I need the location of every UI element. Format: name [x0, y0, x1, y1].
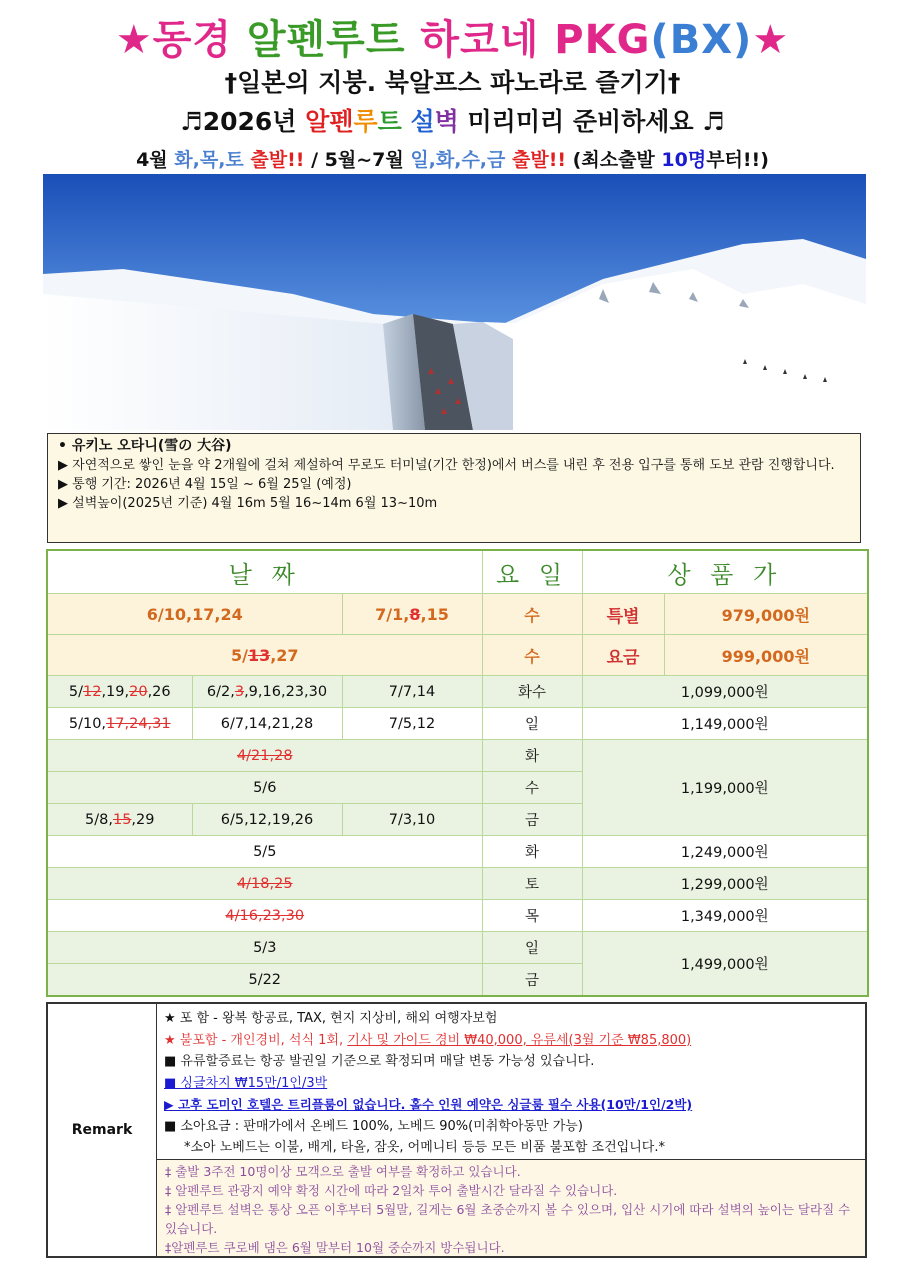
included-line: ★ 포 함 - 왕복 항공료, TAX, 현지 지상비, 해외 여행자보험 — [164, 1011, 498, 1026]
header-date: 날 짜 — [47, 550, 482, 594]
price-table — [46, 549, 869, 997]
single-charge-line: ■ 싱글차지 ₩15만/1인/3박 — [164, 1075, 328, 1091]
table-row: 4/16,23,30 목 1,349,000원 — [47, 900, 868, 932]
banner-line: ♬2026년 알펜루트 설벽 미리미리 준비하세요 ♬ — [180, 107, 725, 136]
info-line: ▶ 자연적으로 쌓인 눈을 약 2개월에 걸쳐 제설하여 무로도 터미널(기간 한정)에서 버스를 내린 후 전용 입구를 통해 도보 관람 진행합니다. — [58, 458, 835, 473]
title-bx: (BX) — [650, 17, 753, 63]
info-line: ▶ 설벽높이(2025년 기준) 4월 16m 5월 16~14m 6월 13~10m — [58, 496, 438, 511]
info-line: ▶ 통행 기간: 2026년 4월 15일 ~ 6월 25일 (예정) — [58, 477, 352, 492]
table-row: 5/22 금 — [47, 964, 868, 997]
table-row: 5/13,27 수 요금 999,000원 — [47, 635, 868, 676]
table-header — [47, 550, 868, 594]
snow-wall-photo — [43, 174, 866, 430]
hotel-line: ▶ 고후 도미인 호텔은 트리플룸이 없습니다. 홀수 인원 예약은 싱글룸 필수 사용(10만/1인/2박) — [164, 1097, 693, 1112]
remark-box — [46, 1002, 867, 1258]
table-row: 5/6 수 — [47, 772, 868, 804]
child-fee-line: ■ 소아요금 : 판매가에서 온베드 100%, 노베드 90%(미취학아동만 가능) — [164, 1118, 583, 1134]
note-line: ‡ 알펜루트 설벽은 통상 오픈 이후부터 5월말, 길게는 6월 초중순까지 볼 수 있으며, 입산 시기에 따라 설벽의 높이는 달라질 수 있습니다. — [165, 1202, 851, 1236]
title-hakone: 하코네 — [420, 17, 540, 63]
subtitle: †일본의 지붕. 북알프스 파노라로 즐기기† — [224, 68, 681, 97]
table-row: 5/10,17,24,31 6/7,14,21,28 7/5,12 일 1,149,000원 — [47, 708, 868, 740]
table-row: 5/12,19,20,26 6/2,3,9,16,23,30 7/7,14 화수 1,099,000원 — [47, 676, 868, 708]
remark-label: Remark — [48, 1004, 157, 1256]
header-price: 상 품 가 — [582, 550, 868, 594]
table-row: 4/18,25 토 1,299,000원 — [47, 868, 868, 900]
title-star-left: ★ — [115, 17, 153, 63]
note-line: ‡ 알펜루트 관광지 예약 확정 시간에 따라 2일차 투어 출발시간 달라질 수 있습니다. — [165, 1183, 618, 1198]
child-note-line: *소아 노베드는 이불, 배게, 타올, 잠옷, 어메니티 등등 모든 비품 불포함 조건입니다.* — [184, 1140, 665, 1155]
title-star-right: ★ — [752, 17, 790, 63]
header-day: 요 일 — [482, 550, 582, 594]
note-line: ‡알펜루트 쿠로베 댐은 6월 말부터 10월 중순까지 방수됩니다. — [165, 1240, 505, 1255]
remark-body — [164, 1008, 861, 1159]
note-line: ‡ 출발 3주전 10명이상 모객으로 출발 여부를 확정하고 있습니다. — [165, 1164, 521, 1179]
title-alpenroute: 알펜루트 — [246, 17, 406, 63]
info-heading: • 유키노 오타니(雪の 大谷) — [58, 438, 232, 454]
info-box — [47, 433, 861, 543]
title-tokyo: 동경 — [152, 17, 232, 63]
remark-notes — [157, 1159, 865, 1256]
table-row: 4/21,28 화 1,199,000원 — [47, 740, 868, 772]
title-pkg: PKG — [554, 17, 651, 63]
table-row: 5/5 화 1,249,000원 — [47, 836, 868, 868]
page-title — [0, 8, 905, 65]
table-row: 6/10,17,24 7/1,8,15 수 특별 979,000원 — [47, 594, 868, 635]
fuel-surcharge-line: ■ 유류할증료는 항공 발권일 기준으로 확정되며 매달 변동 가능성 있습니다. — [164, 1054, 595, 1069]
departure-days: 4월 화,목,토 출발!! / 5월~7월 일,화,수,금 출발!! (최소출발 10명부터!!) — [136, 149, 769, 171]
table-row: 5/3 일 1,499,000원 — [47, 932, 868, 964]
table-row: 5/8,15,29 6/5,12,19,26 7/3,10 금 — [47, 804, 868, 836]
excluded-line: ★ 불포함 - 개인경비, 석식 1회, 기사 및 가이드 경비 ₩40,000, 유류세(3월 기준 ₩85,800) — [164, 1032, 692, 1048]
